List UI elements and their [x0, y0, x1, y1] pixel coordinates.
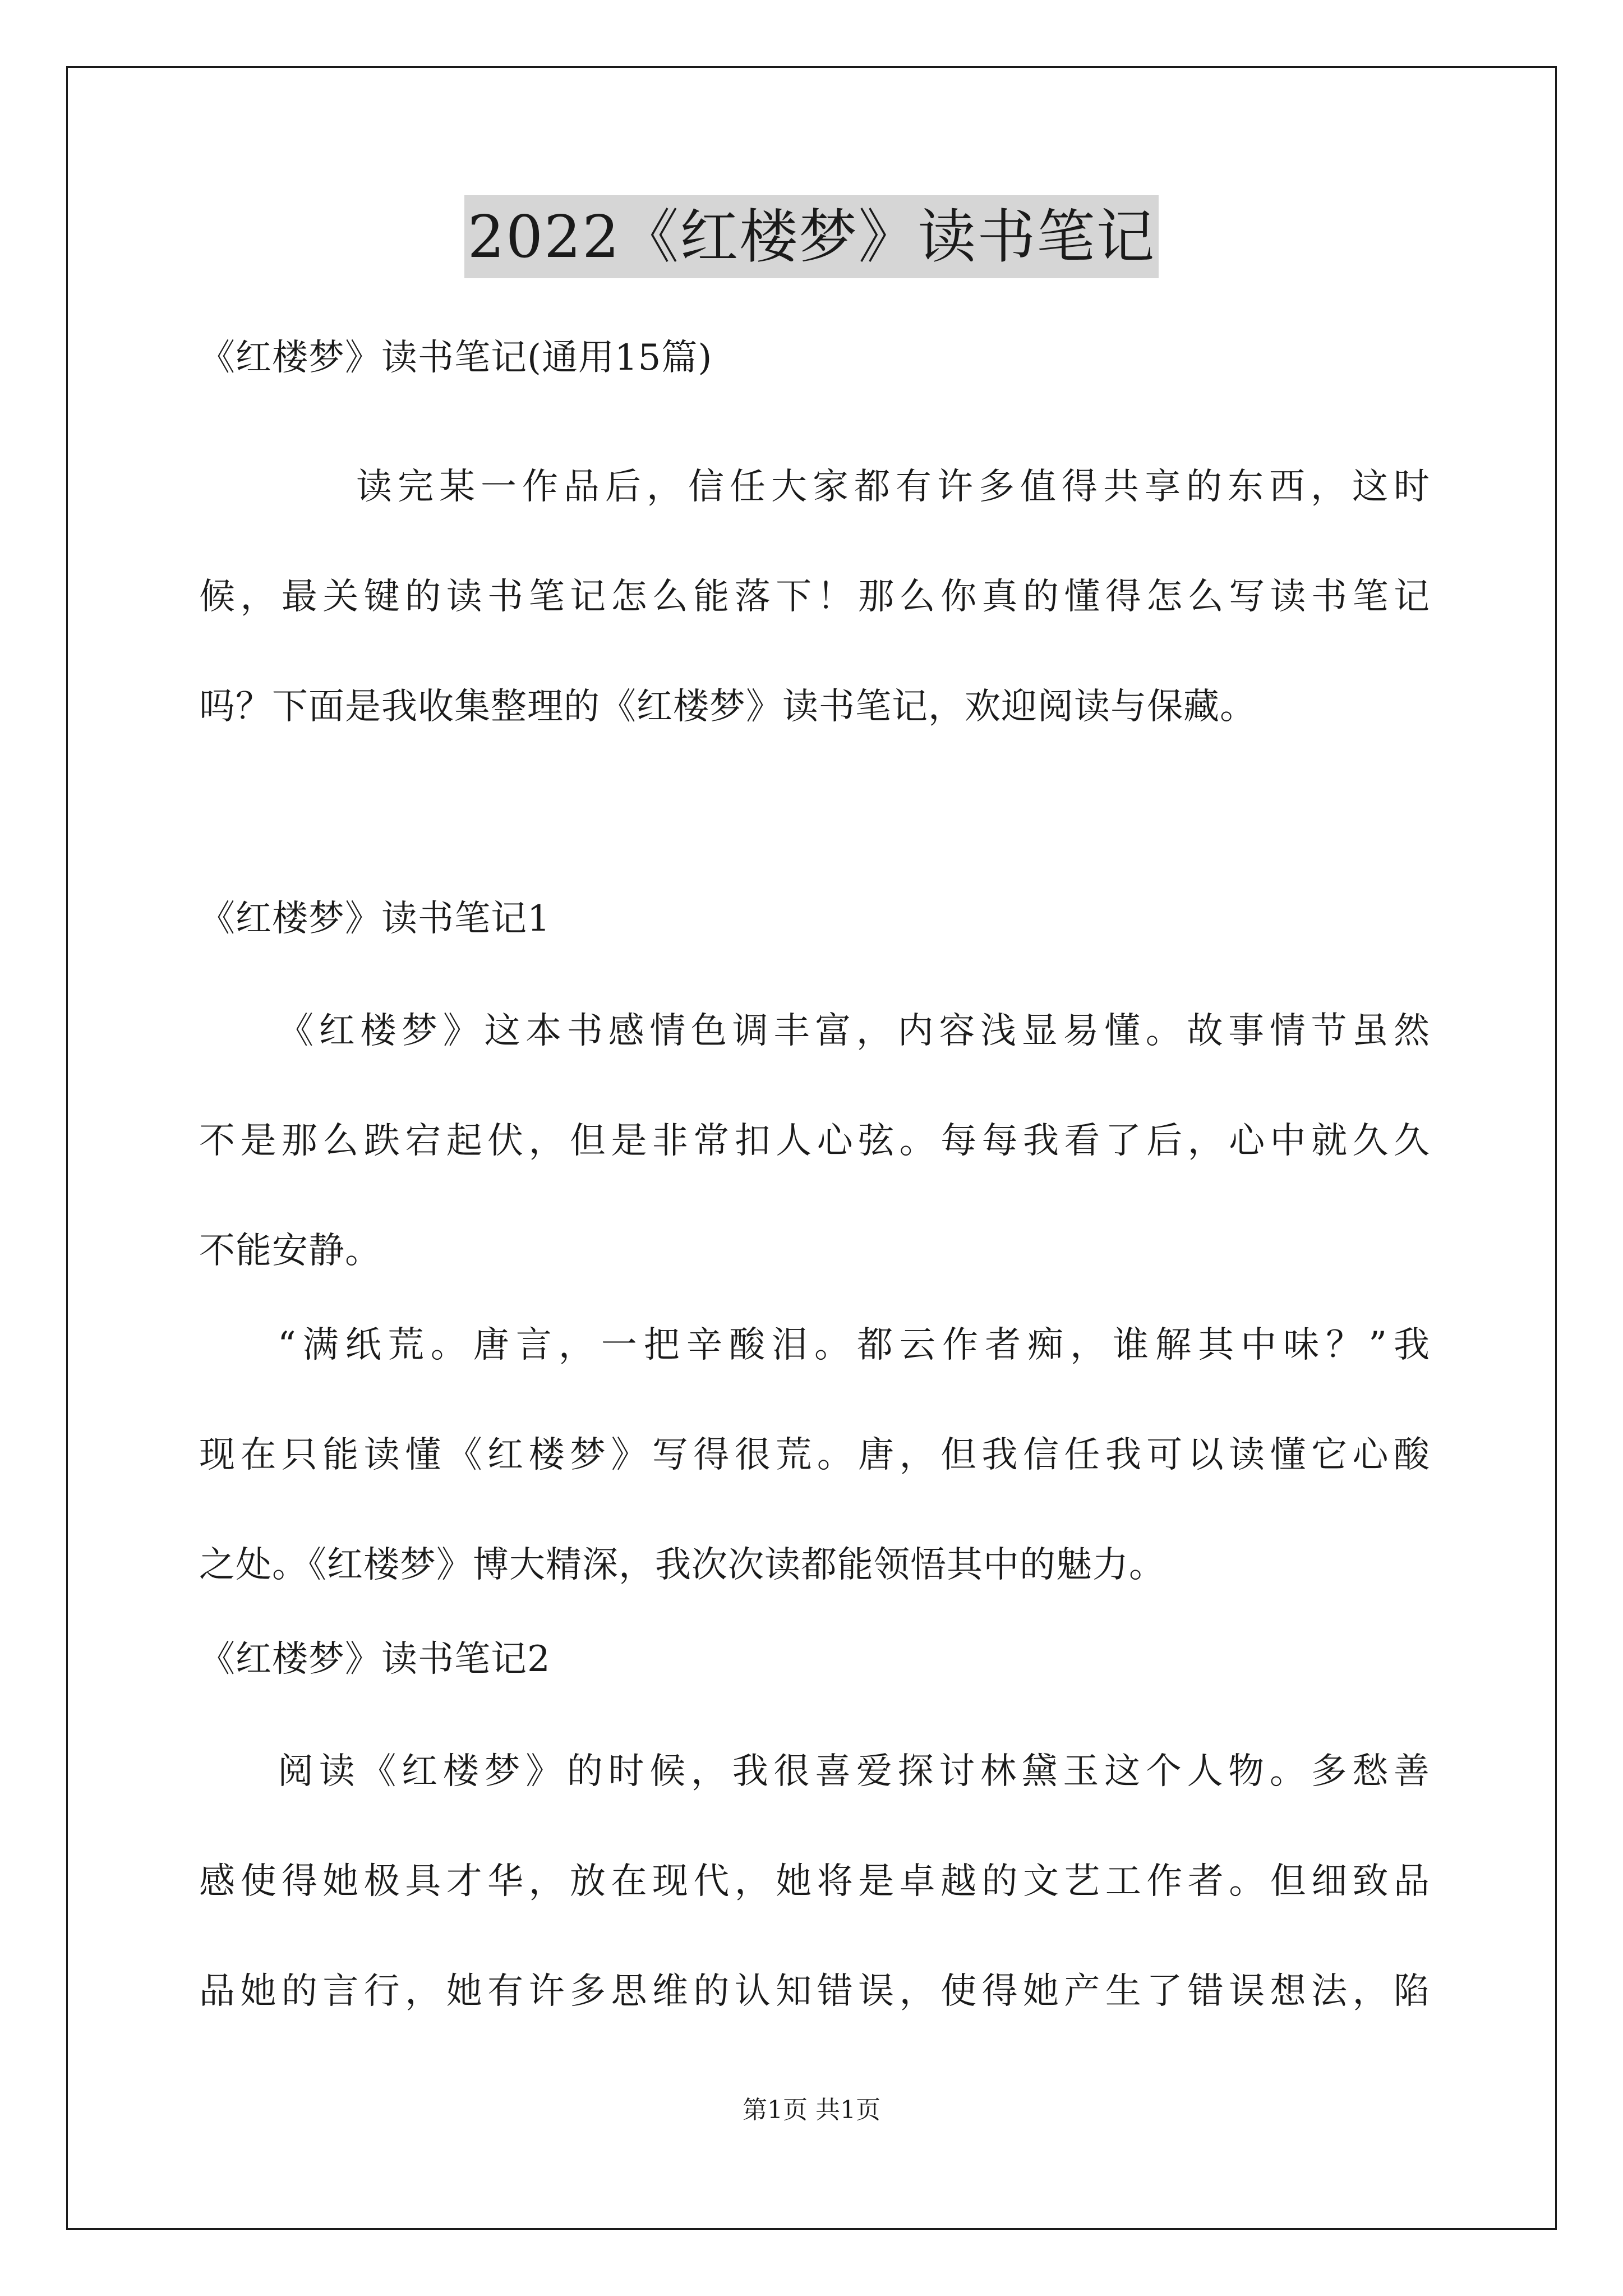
subtitle-text: 《红楼梦》读书笔记(通用15篇): [199, 337, 713, 379]
intro-line: 读完某一作品后，信任大家都有许多值得共享的东西，这时: [356, 466, 1430, 508]
intro-line: 候，最关键的读书笔记怎么能落下！那么你真的懂得怎么写读书笔记: [199, 576, 1430, 618]
paragraph-line: 不是那么跌宕起伏，但是非常扣人心弦。每每我看了后，心中就久久: [199, 1120, 1430, 1162]
paragraph-line: 之处。《红楼梦》博大精深，我次次读都能领悟其中的魅力。: [199, 1544, 1165, 1586]
section-heading: 《红楼梦》读书笔记1: [199, 898, 551, 940]
intro-paragraph: [199, 432, 1430, 762]
document-title: 2022《红楼梦》读书笔记: [464, 195, 1159, 278]
paragraph-line: 阅读《红楼梦》的时候，我很喜爱探讨林黛玉这个人物。多愁善: [278, 1751, 1430, 1792]
document-subtitle: [199, 303, 1430, 413]
paragraph-line: 现在只能读懂《红楼梦》写得很荒。唐，但我信任我可以读懂它心酸: [199, 1434, 1430, 1476]
paragraph-line: 感使得她极具才华，放在现代，她将是卓越的文艺工作者。但细致品: [199, 1861, 1430, 1902]
page-footer: [0, 2093, 1623, 2127]
section-2-paragraph-1: [199, 1717, 1430, 2046]
title-container: [0, 195, 1623, 278]
section-1-heading: [199, 864, 1430, 974]
section-1-paragraph-2: [199, 1290, 1430, 1620]
paragraph-line: 不能安静。: [199, 1230, 381, 1272]
paragraph-line: 品她的言行，她有许多思维的认知错误，使得她产生了错误想法，陷: [199, 1971, 1430, 2012]
section-1-paragraph-1: [199, 976, 1430, 1306]
paragraph-line: 《红楼梦》这本书感情色调丰富，内容浅显易懂。故事情节虽然: [278, 1010, 1430, 1052]
page-number: 第1页 共1页: [743, 2096, 880, 2124]
intro-line: 吗？下面是我收集整理的《红楼梦》读书笔记，欢迎阅读与保藏。: [199, 686, 1256, 728]
section-heading: 《红楼梦》读书笔记2: [199, 1639, 551, 1680]
section-2-heading: [199, 1604, 1430, 1714]
paragraph-line: “满纸荒。唐言，一把辛酸泪。都云作者痴，谁解其中味？”我: [278, 1324, 1430, 1366]
